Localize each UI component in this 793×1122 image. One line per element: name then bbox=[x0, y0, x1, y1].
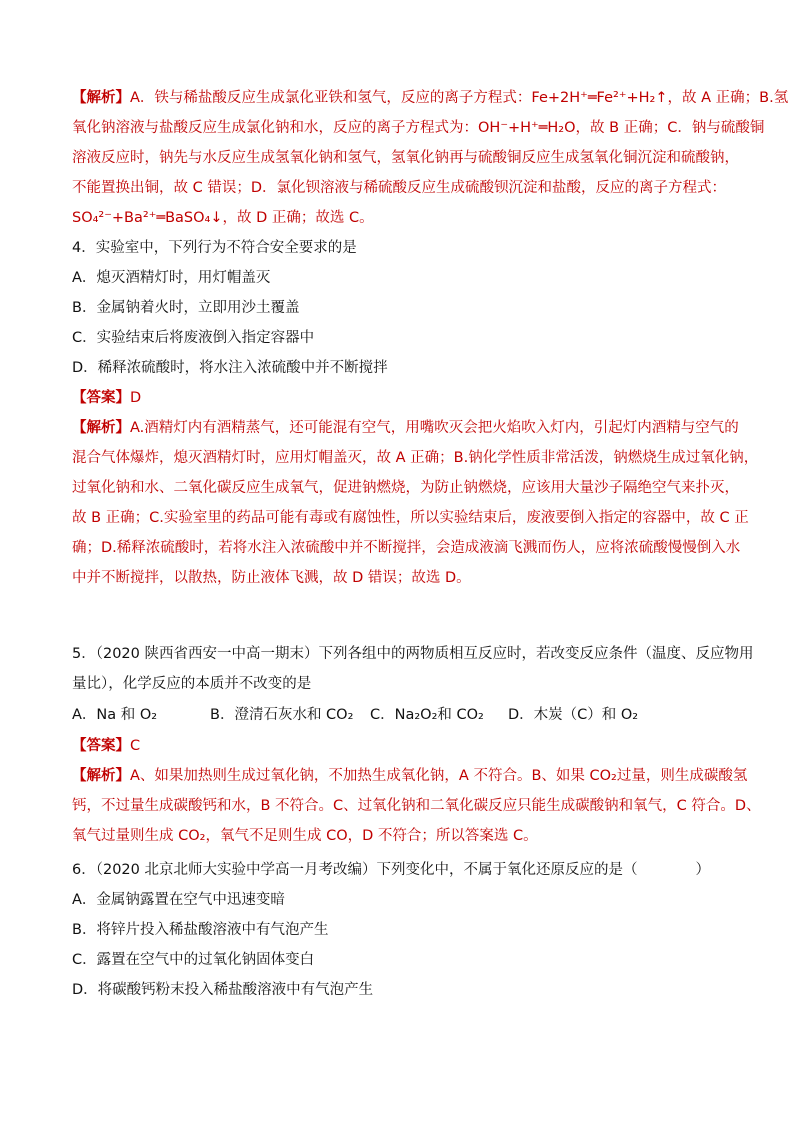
option-b: B．金属钠着火时，立即用沙土覆盖 bbox=[72, 300, 300, 316]
option-d: D．将碳酸钙粉末投入稀盐酸溶液中有气泡产生 bbox=[72, 982, 374, 998]
question-stem: 6．（2020 北京北师大实验中学高一月考改编）下列变化中，不属于氧化还原反应的是（ ） bbox=[72, 862, 710, 878]
question-5-options bbox=[72, 700, 724, 730]
option-a: A．金属钠露置在空气中迅速变暗 bbox=[72, 892, 285, 908]
q3-exp-line-4: 不能置换出铜，故 C 错误；D．氯化钡溶液与稀硫酸反应生成硫酸钡沉淀和盐酸，反应的离子方程式： bbox=[72, 180, 727, 196]
ionic-equation: SO₄²⁻+Ba²⁺═BaSO₄↓ bbox=[72, 210, 223, 226]
option-d: D．稀释浓硫酸时，将水注入浓硫酸中并不断搅拌 bbox=[72, 360, 388, 376]
question-5-answer bbox=[72, 731, 761, 851]
option-c: C．实验结束后将废液倒入指定容器中 bbox=[72, 330, 315, 346]
explanation-line-2: 混合气体爆炸，熄灭酒精灯时，应用灯帽盖灭，故 A 正确；B.钠化学性质非常活泼，钠燃烧生成过氧化钠， bbox=[72, 450, 759, 466]
question-4 bbox=[72, 233, 759, 593]
question-source: （2020 陕西省西安一中高一期末） bbox=[95, 646, 319, 662]
question-stem-line-2: 量比），化学反应的本质并不改变的是 bbox=[72, 676, 312, 692]
q3-exp-line-2: 氧化钠溶液与盐酸反应生成氯化钠和水，反应的离子方程式为：OH⁻+H⁺═H₂O，故 B 正确；C．钠与硫酸铜 bbox=[72, 120, 765, 136]
q3-exp-line-3: 溶液反应时，钠先与水反应生成氢氧化钠和氢气，氢氧化钠再与硫酸铜反应生成氢氧化铜沉淀和硫酸钠， bbox=[72, 150, 739, 166]
option-c: C．露置在空气中的过氧化钠固体变白 bbox=[72, 952, 315, 968]
explanation-line-3: 过氧化钠和水、二氧化碳反应生成氧气，促进钠燃烧，为防止钠燃烧，应该用大量沙子隔绝空气来扑灭， bbox=[72, 480, 739, 496]
explanation-line-2: 钙，不过量生成碳酸钙和水，B 不符合。C、过氧化钠和二氧化碳反应只能生成碳酸钠和氧气，C 符合。D、 bbox=[72, 798, 761, 814]
question-source: （2020 北京北师大实验中学高一月考改编） bbox=[95, 862, 377, 878]
answer-tag: 【答案】 bbox=[72, 738, 130, 754]
q3-exp-line-5: SO₄²⁻+Ba²⁺═BaSO₄↓，故 D 正确；故选 C。 bbox=[72, 210, 374, 226]
question-stem: 4．实验室中，下列行为不符合安全要求的是 bbox=[72, 240, 357, 256]
answer-line bbox=[72, 731, 724, 761]
explanation-line-4: 故 B 正确；C.实验室里的药品可能有毒或有腐蚀性，所以实验结束后，废液要倒入指定的容器中，故 C 正 bbox=[72, 510, 749, 526]
explanation-line-5: 确；D.稀释浓硫酸时，若将水注入浓硫酸中并不断搅拌，会造成液滴飞溅而伤人，应将浓硫酸慢慢倒入水 bbox=[72, 540, 741, 556]
answer-tag: 【答案】 bbox=[72, 390, 130, 406]
q3-explanation bbox=[72, 83, 789, 233]
explanation-line-1: 【解析】A.酒精灯内有酒精蒸气，还可能混有空气，用嘴吹灭会把火焰吹入灯内，引起灯内酒精与空气的 bbox=[72, 420, 739, 436]
question-number: 5． bbox=[72, 646, 96, 662]
answer-value: C bbox=[130, 738, 141, 754]
ionic-equation: Fe+2H⁺═Fe²⁺+H₂↑ bbox=[531, 90, 668, 106]
explanation-line-3: 氧气过量则生成 CO₂，氧气不足则生成 CO，D 不符合；所以答案选 C。 bbox=[72, 828, 538, 844]
question-6 bbox=[72, 855, 724, 1005]
question-5 bbox=[72, 639, 754, 699]
option-b: B．澄清石灰水和 CO₂ bbox=[210, 707, 354, 723]
explanation-tag: 【解析】 bbox=[72, 420, 130, 436]
answer-value: D bbox=[130, 390, 142, 406]
question-number: 6． bbox=[72, 862, 96, 878]
option-a: A．Na 和 O₂ bbox=[72, 707, 158, 723]
option-a: A．熄灭酒精灯时，用灯帽盖灭 bbox=[72, 270, 271, 286]
explanation-tag: 【解析】 bbox=[72, 90, 130, 106]
answer-line bbox=[72, 383, 724, 413]
explanation-line-1: 【解析】A、如果加热则生成过氧化钠，不加热生成氧化钠，A 不符合。B、如果 CO₂过量，则生成碳酸氢 bbox=[72, 768, 748, 784]
question-stem-line-1: 5．（2020 陕西省西安一中高一期末）下列各组中的两物质相互反应时，若改变反应条件（温度、反应物用 bbox=[72, 646, 754, 662]
option-c: C．Na₂O₂和 CO₂ bbox=[370, 707, 484, 723]
option-b: B．将锌片投入稀盐酸溶液中有气泡产生 bbox=[72, 922, 329, 938]
option-d: D．木炭（C）和 O₂ bbox=[508, 707, 639, 723]
q3-exp-line-1: 【解析】A．铁与稀盐酸反应生成氯化亚铁和氢气，反应的离子方程式：Fe+2H⁺═Fe²⁺+H₂↑，故 A 正确；B.氢 bbox=[72, 90, 789, 106]
explanation-line-6: 中并不断搅拌，以散热，防止液体飞溅，故 D 错误；故选 D。 bbox=[72, 570, 471, 586]
explanation-tag: 【解析】 bbox=[72, 768, 130, 784]
